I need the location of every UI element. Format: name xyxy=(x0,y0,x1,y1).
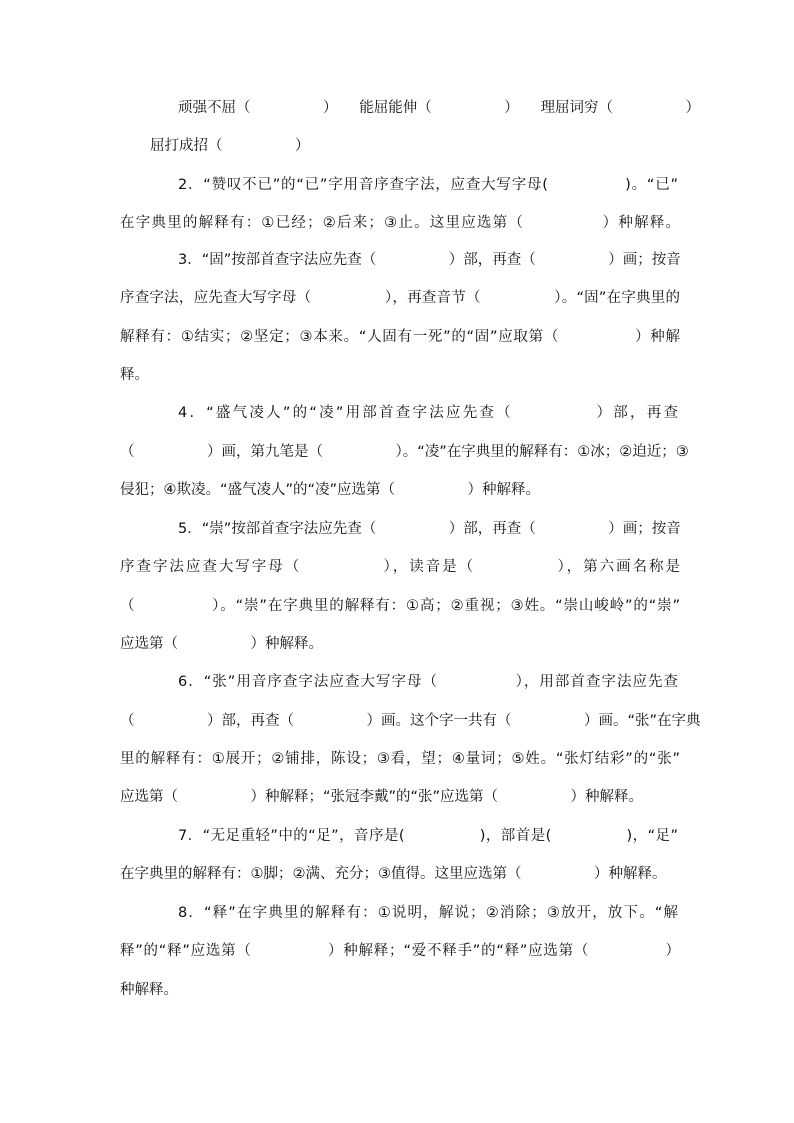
text-line: 顽强不屈（ ） 能屈能伸（ ） 理屈词穷（ ） xyxy=(178,100,700,116)
text-line: （ ）画，第九笔是（ ）。“凌”在字典里的解释有：①冰；②迫近；③ xyxy=(120,444,689,460)
text-line: 序查字法应查大写字母（ ），读音是（ ），第六画名称是 xyxy=(120,559,680,575)
text-line: 4．“盛气凌人”的“凌”用部首查字法应先查（ ）部，再查 xyxy=(178,405,678,421)
text-line: 在字典里的解释有：①脚；②满、充分；③值得。这里应选第（ ）种解释。 xyxy=(120,866,667,882)
text-line: 5．“崇”按部首查字法应先查（ ）部，再查（ ）画；按音 xyxy=(178,521,681,537)
text-line: 8．“释”在字典里的解释有：①说明，解说；②消除；③放开，放下。“解 xyxy=(178,905,678,921)
text-line: 里的解释有：①展开；②铺排，陈设；③看，望；④量词；⑤姓。“张灯结彩”的“张” xyxy=(120,751,680,767)
text-line: 在字典里的解释有：①已经；②后来；③止。这里应选第（ ）种解释。 xyxy=(120,215,680,231)
text-line: 序查字法，应先查大写字母（ ），再查音节（ ）。“固”在字典里的 xyxy=(120,290,680,306)
text-line: 应选第（ ）种解释。 xyxy=(120,636,323,652)
text-line: 7．“无足重轻”中的“足”，音序是( )，部首是( )，“足” xyxy=(178,828,678,844)
text-line: 侵犯；④欺凌。“盛气凌人”的“凌”应选第（ ）种解释。 xyxy=(120,482,541,498)
text-line: 应选第（ ）种解释；“张冠李戴”的“张”应选第（ ）种解释。 xyxy=(120,789,644,805)
text-line: （ ）部，再查（ ）画。这个字一共有（ ）画。“张”在字典 xyxy=(120,713,701,729)
text-line: 3．“固”按部首查字法应先查（ ）部，再查（ ）画；按音 xyxy=(178,252,681,268)
text-line: 6．“张”用音序查字法应查大写字母（ ），用部首查字法应先查 xyxy=(178,674,678,690)
text-line: 种解释。 xyxy=(120,982,178,998)
text-line: 释”的“释”应选第（ ）种解释；“爱不释手”的“释”应选第（ ） xyxy=(120,943,680,959)
text-line: 屈打成招（ ） xyxy=(150,138,310,154)
text-line: 释。 xyxy=(120,367,149,383)
text-line: 解释有：①结实；②坚定；③本来。“人固有一死”的“固”应取第（ ）种解 xyxy=(120,329,680,345)
text-line: 2．“赞叹不已”的“已”字用音序查字法，应查大写字母( )。“已” xyxy=(178,177,678,193)
text-line: （ ）。“崇”在字典里的解释有：①高；②重视；③姓。“崇山峻岭”的“崇” xyxy=(120,598,680,614)
